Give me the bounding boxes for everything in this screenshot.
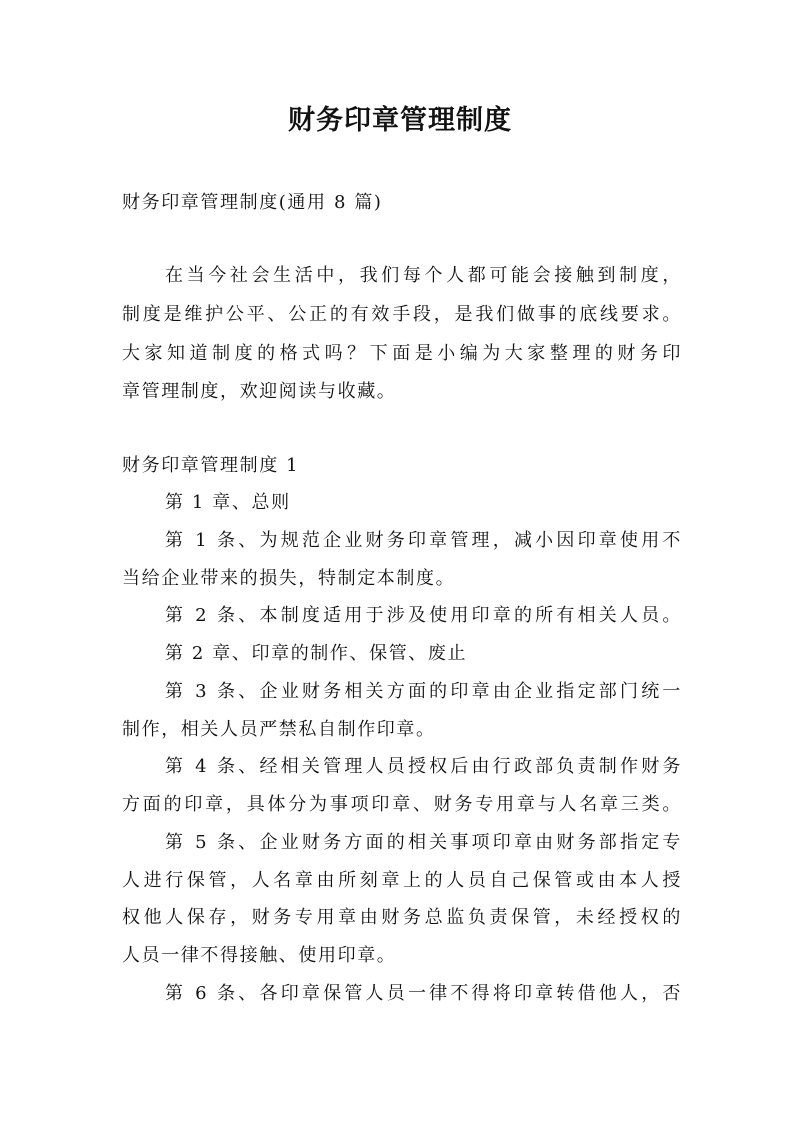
body-line: 第 1 条、为规范企业财务印章管理，减小因印章使用不 bbox=[165, 530, 682, 551]
body-line: 制作，相关人员严禁私自制作印章。 bbox=[122, 719, 436, 740]
body-line: 权他人保存，财务专用章由财务总监负责保管，未经授权的 bbox=[122, 907, 682, 928]
body-line: 第 2 条、本制度适用于涉及使用印章的所有相关人员。 bbox=[165, 605, 682, 626]
body-line: 人员一律不得接触、使用印章。 bbox=[122, 945, 397, 966]
intro-line: 大家知道制度的格式吗？下面是小编为大家整理的财务印 bbox=[122, 343, 682, 364]
document-title: 财务印章管理制度 bbox=[288, 105, 512, 136]
body-line: 人进行保管，人名章由所刻章上的人员自己保管或由本人授 bbox=[122, 870, 682, 891]
intro-line: 制度是维护公平、公正的有效手段，是我们做事的底线要求。 bbox=[122, 304, 682, 325]
body-line: 第 6 条、各印章保管人员一律不得将印章转借他人，否 bbox=[165, 983, 682, 1004]
intro-line: 在当今社会生活中，我们每个人都可能会接触到制度， bbox=[165, 265, 682, 286]
document-subtitle: 财务印章管理制度(通用 8 篇) bbox=[122, 192, 383, 213]
body-line: 第 4 条、经相关管理人员授权后由行政部负责制作财务 bbox=[165, 756, 682, 777]
body-line: 当给企业带来的损失，特制定本制度。 bbox=[122, 568, 456, 589]
body-line: 第 3 条、企业财务相关方面的印章由企业指定部门统一 bbox=[165, 681, 682, 702]
intro-line: 章管理制度，欢迎阅读与收藏。 bbox=[122, 381, 397, 402]
body-line: 第 5 条、企业财务方面的相关事项印章由财务部指定专 bbox=[165, 832, 682, 853]
chapter-heading: 第 2 章、印章的制作、保管、废止 bbox=[165, 643, 468, 664]
section-heading: 财务印章管理制度 1 bbox=[122, 455, 300, 476]
chapter-heading: 第 1 章、总则 bbox=[165, 492, 291, 513]
body-line: 方面的印章，具体分为事项印章、财务专用章与人名章三类。 bbox=[122, 794, 682, 815]
